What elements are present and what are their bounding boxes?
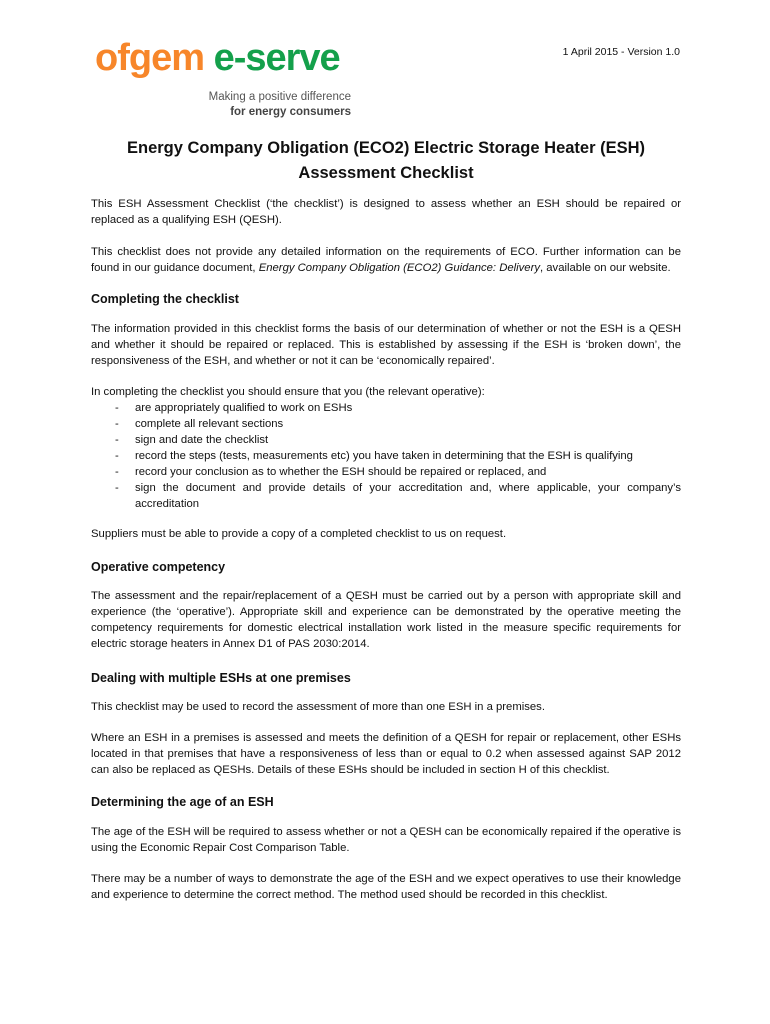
requirements-list — [91, 400, 681, 512]
logo-tagline-1: Making a positive difference — [208, 91, 351, 103]
list-item: - record your conclusion as to whether the ESH should be repaired or replaced, and — [91, 464, 681, 480]
version-label: 1 April 2015 - Version 1.0 — [562, 46, 680, 58]
section-heading: Dealing with multiple ESHs at one premises — [91, 671, 351, 685]
section-heading: Determining the age of an ESH — [91, 795, 274, 809]
paragraph: Suppliers must be able to provide a copy of a completed checklist to us on request. — [91, 528, 507, 540]
paragraph: The information provided in this checklist forms the basis of our determination of whether or not the ESH is a QESH and whether it should be repaired or replaced. This is established by assessing if the ESH is ‘broken down’, the responsiveness of the ESH, and whether or not it can be ‘economically repaired’. — [91, 323, 681, 367]
paragraph: Where an ESH in a premises is assessed and meets the definition of a QESH for repair or replacement, other ESHs located in that premises that have a responsiveness of less than or equal to 0.2 when assessed against SAP 2012 can also be replaced as QESHs. Details of these ESHs should be included in section H of this checklist. — [91, 732, 681, 776]
intro-paragraph-1: This ESH Assessment Checklist (‘the checklist’) is designed to assess whether an ESH should be repaired or replaced as a qualifying ESH (QESH). — [91, 198, 681, 226]
list-item: - are appropriately qualified to work on ESHs — [91, 400, 681, 416]
list-item: - complete all relevant sections — [91, 416, 681, 432]
list-item: - sign and date the checklist — [91, 432, 681, 448]
intro-paragraph-2: This checklist does not provide any detailed information on the requirements of ECO. Further information can be found in our guidance document, Energy Company Obligation (ECO2) Guidance: Delivery, available on our website. — [91, 246, 681, 274]
section-heading: Operative competency — [91, 560, 226, 574]
logo-eserve: e-serve — [213, 37, 340, 79]
paragraph: The age of the ESH will be required to assess whether or not a QESH can be economically repaired if the operative is using the Economic Repair Cost Comparison Table. — [91, 826, 681, 854]
paragraph: There may be a number of ways to demonstrate the age of the ESH and we expect operatives to use their knowledge and experience to determine the correct method. The method used should be recorded in this checklist. — [91, 873, 681, 901]
paragraph: The assessment and the repair/replacement of a QESH must be carried out by a person with appropriate skill and experience (the ‘operative’). Appropriate skill and experience can be demonstrated by the operative meeting the competency requirements for domestic electrical installation work listed in the measure specific requirements for electric storage heaters in Annex D1 of PAS 2030:2014. — [91, 590, 681, 650]
logo-ofgem: ofgem — [95, 37, 204, 79]
list-item: - record the steps (tests, measurements etc) you have taken in determining that the ESH is qualifying — [91, 448, 681, 464]
document-title: Energy Company Obligation (ECO2) Electric Storage Heater (ESH) Assessment Checklist — [126, 139, 646, 182]
paragraph: In completing the checklist you should ensure that you (the relevant operative): - are appropriately qualified to work on ESHs - complete all relevant sections - sign and date the checklist - record the steps (tests, measurements etc) you have taken in determining that the ESH is qualifying - record your conclusion as to whether the ESH should be repaired or replaced, and - sign the document and provide details of your accreditation and, where applicable, your company’s accreditation — [91, 384, 681, 512]
section-heading: Completing the checklist — [91, 292, 239, 306]
ofgem-eserve-logo — [95, 36, 351, 120]
paragraph: This checklist may be used to record the assessment of more than one ESH in a premises. — [91, 701, 545, 713]
list-item: - sign the document and provide details of your accreditation and, where applicable, your company’s accreditation — [91, 480, 681, 512]
logo-tagline-2: for energy consumers — [230, 106, 351, 118]
